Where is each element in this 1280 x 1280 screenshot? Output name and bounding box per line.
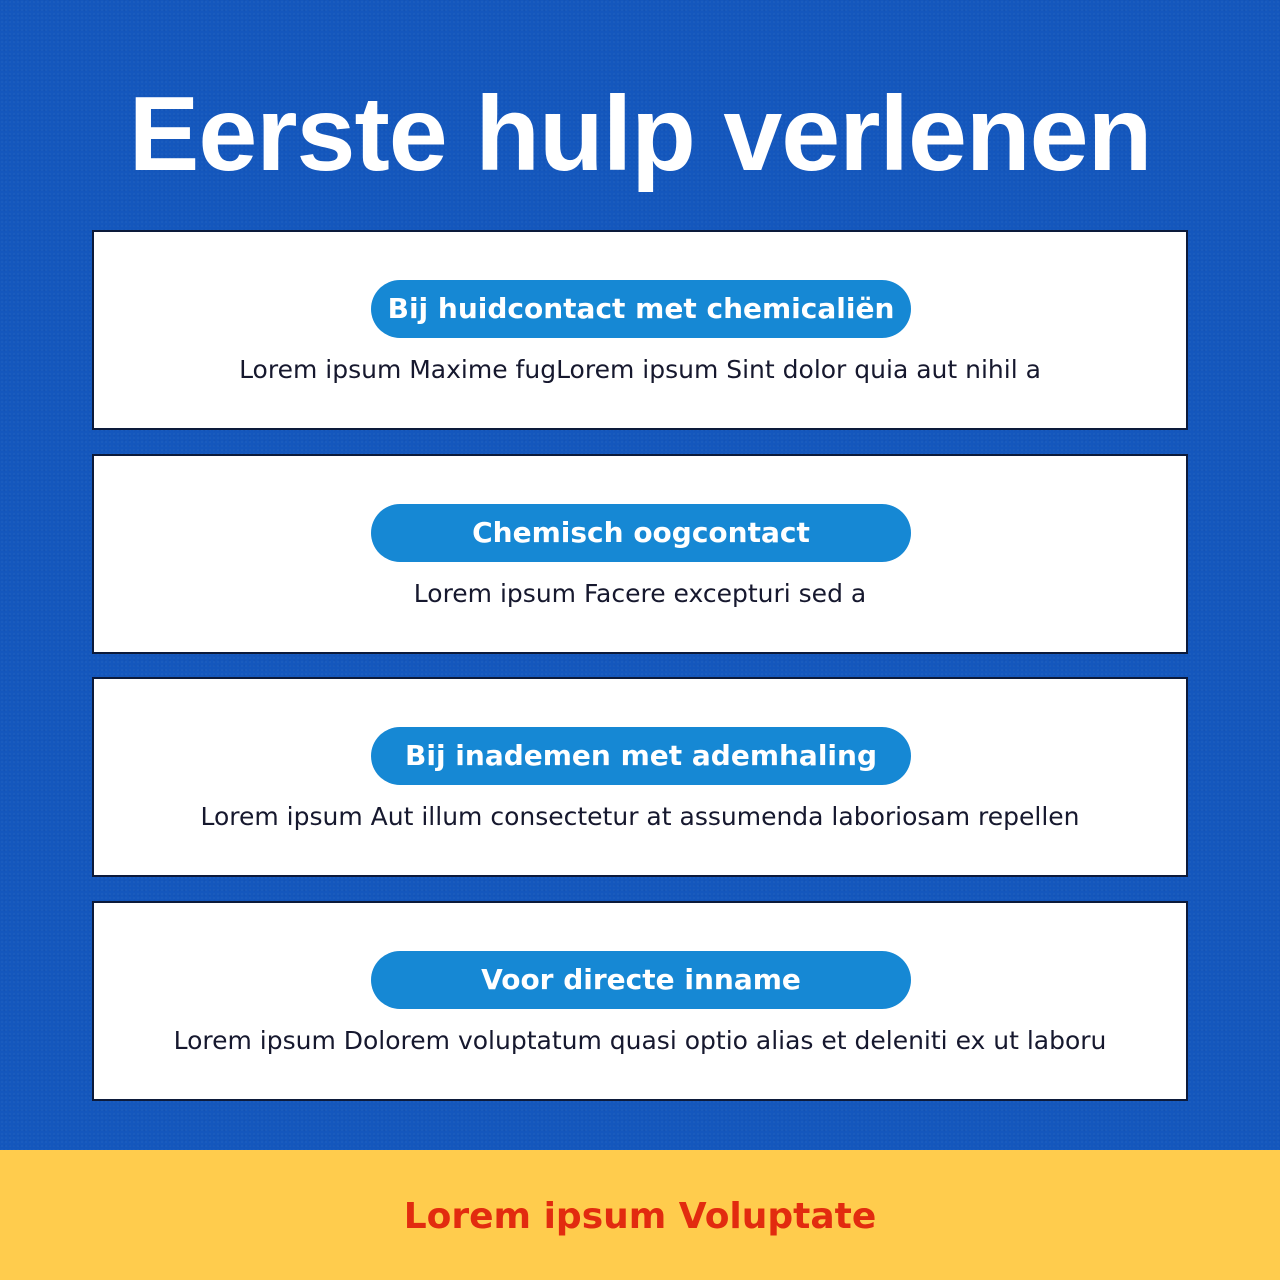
info-card-ingestion [92,901,1188,1101]
card-description: Lorem ipsum Maxime fugLorem ipsum Sint dolor quia aut nihil a [239,355,1041,384]
info-card-eye-contact [92,454,1188,654]
info-card-skin-contact [92,230,1188,430]
card-heading-pill: Bij inademen met ademhaling [371,727,911,785]
card-description: Lorem ipsum Aut illum consectetur at assumenda laboriosam repellen [200,802,1080,831]
card-description: Lorem ipsum Facere excepturi sed a [413,579,867,608]
page-title: Eerste hulp verlenen [128,75,1152,193]
card-heading-pill: Chemisch oogcontact [371,504,911,562]
card-heading-pill: Bij huidcontact met chemicaliën [371,280,911,338]
card-heading-pill: Voor directe inname [371,951,911,1009]
card-description: Lorem ipsum Dolorem voluptatum quasi optio alias et deleniti ex ut laboru [173,1026,1107,1055]
info-card-inhalation [92,677,1188,877]
footer-band [0,1150,1280,1280]
footer-text: Lorem ipsum Voluptate [403,1196,877,1237]
